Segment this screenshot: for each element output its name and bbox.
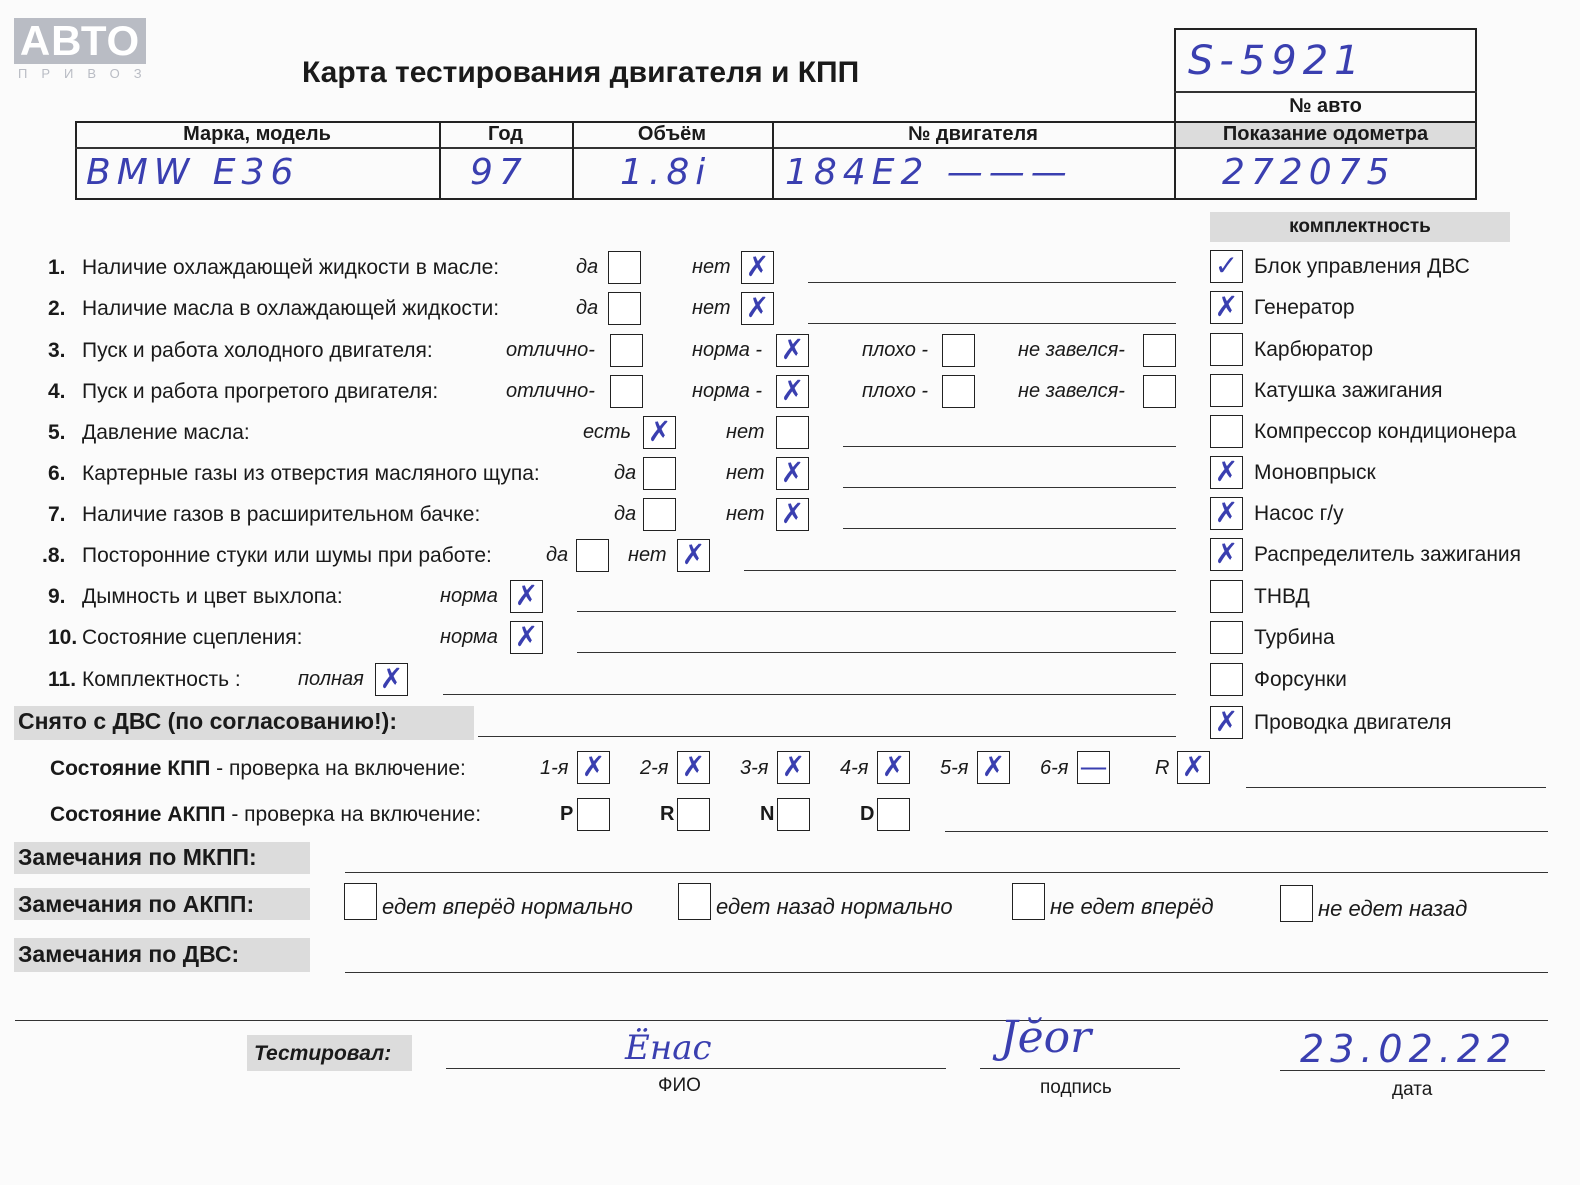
akpp-label-bold: Состояние АКПП (50, 803, 226, 826)
remark-line (15, 1020, 1548, 1021)
checkbox[interactable] (344, 883, 377, 920)
row-number: 3. (48, 339, 66, 362)
make-model-value: BMW E36 (86, 152, 300, 193)
kpp-label-rest: - проверка на включение: (210, 757, 466, 780)
option-label: да (614, 503, 637, 525)
remark-line (577, 611, 1176, 612)
logo-subtitle: ПРИВОЗ (18, 66, 156, 81)
option-label: норма - (692, 339, 763, 361)
completeness-item-label: Распределитель зажигания (1254, 543, 1522, 566)
engine-number-value: 184E2 ——— (785, 152, 1073, 193)
gear-label: D (860, 803, 875, 825)
completeness-checkbox[interactable] (1210, 333, 1243, 366)
completeness-checkbox[interactable]: ✗ (1210, 291, 1243, 324)
completeness-checkbox[interactable] (1210, 415, 1243, 448)
completeness-checkbox[interactable]: ✗ (1210, 497, 1243, 530)
option-label: отлично- (506, 339, 595, 361)
remark-line (744, 570, 1176, 571)
gear-label: P (560, 803, 574, 825)
gear-label: R (1155, 757, 1170, 779)
checkbox[interactable] (776, 416, 809, 449)
gear-label: 4-я (840, 757, 869, 779)
checkbox[interactable]: ✗ (741, 251, 774, 284)
checkbox[interactable] (643, 498, 676, 531)
checkbox[interactable] (1280, 885, 1313, 922)
row-label: Посторонние стуки или шумы при работе: (82, 544, 492, 567)
logo: АВТО (14, 18, 146, 64)
car-number-label: № авто (1289, 95, 1362, 117)
row-number: 10. (48, 626, 78, 649)
checkbox[interactable] (942, 375, 975, 408)
completeness-item-label: ТНВД (1254, 585, 1310, 608)
remark-line (443, 694, 1176, 695)
gear-checkbox[interactable] (877, 798, 910, 831)
checkbox[interactable]: ✗ (510, 621, 543, 654)
gear-label: 6-я (1040, 757, 1069, 779)
checkbox[interactable] (1143, 375, 1176, 408)
header-volume: Объём (637, 123, 707, 145)
checkbox[interactable]: ✗ (776, 498, 809, 531)
fio-label: ФИО (658, 1075, 701, 1096)
option-label: да (614, 462, 637, 484)
kpp-label (50, 757, 466, 781)
completeness-checkbox[interactable] (1210, 580, 1243, 613)
gear-label: 2-я (640, 757, 669, 779)
row-number: 1. (48, 256, 66, 279)
completeness-item-label: Блок управления ДВС (1254, 255, 1470, 278)
option-label: отлично- (506, 380, 595, 402)
completeness-title: комплектность (1210, 212, 1510, 242)
completeness-item-label: Проводка двигателя (1254, 711, 1452, 734)
row-label: Пуск и работа холодного двигателя: (82, 339, 433, 362)
gear-label: 1-я (540, 757, 569, 779)
signature-line (446, 1068, 946, 1069)
tester-name-signature: Ёнас (625, 1028, 712, 1068)
removed-label: Снято с ДВС (по согласованию!): (18, 708, 397, 734)
completeness-item-label: Катушка зажигания (1254, 379, 1443, 402)
option-label: есть (583, 421, 632, 443)
kpp-label-bold: Состояние КПП (50, 757, 211, 780)
option-label: не завелся- (1018, 339, 1125, 361)
completeness-checkbox[interactable] (1210, 621, 1243, 654)
option-label: нет (692, 297, 731, 319)
tested-label: Тестировал: (254, 1042, 392, 1065)
gear-checkbox[interactable]: ✗ (977, 751, 1010, 784)
completeness-checkbox[interactable]: ✗ (1210, 706, 1243, 739)
row-label: Наличие охлаждающей жидкости в масле: (82, 256, 500, 279)
completeness-item-label: Генератор (1254, 296, 1355, 319)
remark-line (808, 323, 1176, 324)
gear-checkbox[interactable]: ✗ (677, 751, 710, 784)
option-label: да (576, 297, 599, 319)
remark-line (843, 487, 1176, 488)
row-number: 11. (48, 668, 77, 691)
remark-line (577, 652, 1176, 653)
completeness-item-label: Насос г/у (1254, 502, 1344, 525)
checkbox[interactable]: ✗ (776, 457, 809, 490)
row-number: .8. (42, 544, 66, 567)
completeness-item-label: Форсунки (1254, 668, 1347, 691)
checkbox[interactable]: ✗ (643, 416, 676, 449)
completeness-checkbox[interactable] (1210, 663, 1243, 696)
checkbox[interactable] (576, 539, 609, 572)
completeness-item-label: Компрессор кондиционера (1254, 420, 1517, 443)
row-label: Пуск и работа прогретого двигателя: (82, 380, 439, 403)
checkbox[interactable] (1012, 883, 1045, 920)
checkbox[interactable] (610, 375, 643, 408)
checkbox[interactable]: ✗ (776, 334, 809, 367)
option-label: норма - (692, 380, 763, 402)
gear-checkbox[interactable]: — (1077, 751, 1110, 784)
signature-line (1280, 1070, 1545, 1071)
date-value: 23.02.22 (1300, 1027, 1518, 1071)
checkbox[interactable] (643, 457, 676, 490)
akpp-label (50, 803, 481, 827)
gear-label: R (660, 803, 675, 825)
gear-label: N (760, 803, 775, 825)
row-number: 2. (48, 297, 66, 320)
option-label: да (576, 256, 599, 278)
checkbox[interactable]: ✗ (375, 663, 408, 696)
completeness-checkbox[interactable]: ✗ (1210, 538, 1243, 571)
row-label: Наличие масла в охлаждающей жидкости: (82, 297, 500, 320)
option-label: да (546, 544, 569, 566)
completeness-checkbox[interactable]: ✗ (1210, 456, 1243, 489)
row-number: 5. (48, 421, 66, 444)
checkbox[interactable]: ✗ (677, 539, 710, 572)
gear-label: 3-я (740, 757, 769, 779)
option-label: нет (628, 544, 667, 566)
date-label: дата (1392, 1079, 1433, 1100)
row-number: 6. (48, 462, 66, 485)
completeness-item-label: Карбюратор (1254, 338, 1374, 361)
remark-line (345, 972, 1548, 973)
option-label: нет (726, 462, 765, 484)
gear-checkbox[interactable]: ✗ (877, 751, 910, 784)
option-label: не едет назад (1318, 896, 1468, 921)
divider (1174, 91, 1477, 93)
completeness-checkbox[interactable] (1210, 374, 1243, 407)
option-label: плохо - (862, 339, 929, 361)
remark-line (945, 831, 1548, 832)
header-year: Год (488, 123, 523, 145)
option-label: не завелся- (1018, 380, 1125, 402)
checkbox[interactable] (942, 334, 975, 367)
row-label: Комплектность : (82, 668, 241, 691)
option-label: норма (440, 626, 498, 648)
signature-line (980, 1068, 1180, 1069)
completeness-item-label: Турбина (1254, 626, 1335, 649)
remarks-dvs-label: Замечания по ДВС: (18, 941, 240, 967)
remark-line (843, 528, 1176, 529)
odometer-value: 272075 (1222, 152, 1396, 193)
checkbox[interactable] (678, 883, 711, 920)
checkbox[interactable] (1143, 334, 1176, 367)
checkbox[interactable] (608, 251, 641, 284)
gear-label: 5-я (940, 757, 969, 779)
year-value: 97 (470, 152, 528, 193)
remark-line (345, 872, 1548, 873)
completeness-item-label: Моновпрыск (1254, 461, 1376, 484)
remark-line (1246, 787, 1546, 788)
gear-checkbox[interactable]: ✗ (1177, 751, 1210, 784)
checkbox[interactable]: ✗ (741, 292, 774, 325)
header-engine-number: № двигателя (908, 123, 1038, 145)
page-title: Карта тестирования двигателя и КПП (302, 56, 860, 89)
checkbox[interactable] (608, 292, 641, 325)
header-make-model: Марка, модель (183, 123, 331, 145)
gear-checkbox[interactable]: ✗ (577, 751, 610, 784)
option-label: едет назад нормально (716, 894, 953, 919)
gear-checkbox[interactable] (677, 798, 710, 831)
sign-label: подпись (1040, 1077, 1112, 1098)
option-label: нет (692, 256, 731, 278)
row-label: Состояние сцепления: (82, 626, 303, 649)
row-number: 4. (48, 380, 66, 403)
row-label: Дымность и цвет выхлопа: (82, 585, 343, 608)
remark-line (843, 446, 1176, 447)
header-odometer: Показание одометра (1222, 123, 1429, 145)
remark-line (478, 736, 1176, 737)
row-number: 7. (48, 503, 66, 526)
option-label: нет (726, 421, 765, 443)
remark-line (808, 282, 1176, 283)
option-label: плохо - (862, 380, 929, 402)
akpp-label-rest: - проверка на включение: (225, 803, 482, 826)
option-label: норма (440, 585, 498, 607)
divider (75, 147, 1477, 149)
gear-checkbox[interactable]: ✗ (777, 751, 810, 784)
gear-checkbox[interactable] (577, 798, 610, 831)
car-number-value: S-5921 (1188, 38, 1366, 84)
row-label: Наличие газов в расширительном бачке: (82, 503, 481, 526)
remarks-akpp-label: Замечания по АКПП: (18, 891, 255, 917)
remarks-mkpp-label: Замечания по МКПП: (18, 844, 257, 870)
row-label: Картерные газы из отверстия масляного щупа: (82, 462, 540, 485)
option-label: нет (726, 503, 765, 525)
checkbox[interactable] (610, 334, 643, 367)
checkbox[interactable]: ✗ (510, 580, 543, 613)
row-number: 9. (48, 585, 66, 608)
gear-checkbox[interactable] (777, 798, 810, 831)
option-label: не едет вперёд (1050, 894, 1214, 919)
signature: Jӗоr (1000, 1012, 1092, 1063)
completeness-checkbox[interactable]: ✓ (1210, 250, 1243, 283)
option-label: полная (298, 668, 364, 690)
checkbox[interactable]: ✗ (776, 375, 809, 408)
volume-value: 1.8i (620, 152, 712, 193)
option-label: едет вперёд нормально (382, 894, 633, 919)
row-label: Давление масла: (82, 421, 250, 444)
